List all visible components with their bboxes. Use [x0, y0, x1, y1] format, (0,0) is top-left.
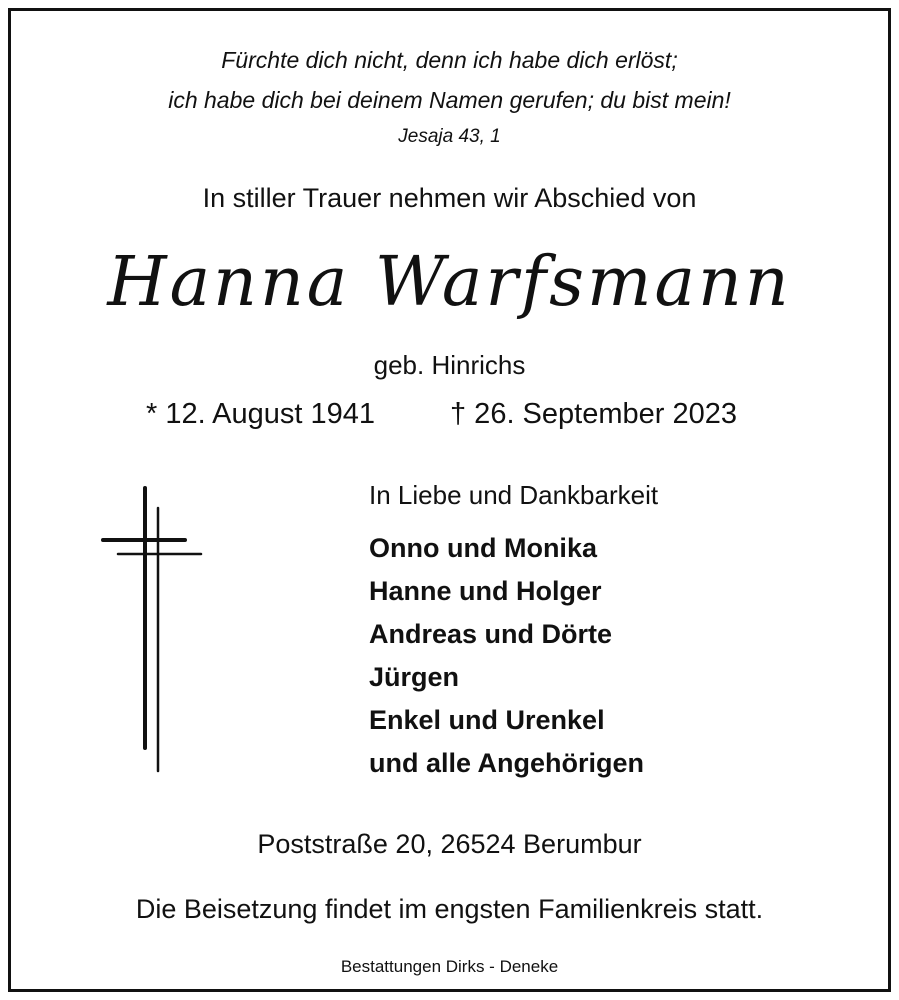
gratitude-text: In Liebe und Dankbarkeit	[369, 480, 659, 510]
mourner-item: Hanne und Holger	[369, 576, 602, 606]
address: Poststraße 20, 26524 Berumbur	[257, 829, 642, 859]
cross-icon	[95, 480, 210, 775]
deceased-name: Hanna Warfsmann	[107, 243, 792, 322]
bible-verse-reference: Jesaja 43, 1	[398, 126, 501, 147]
birth-name: geb. Hinrichs	[373, 350, 526, 380]
undertaker-name: Bestattungen Dirks - Deneke	[340, 957, 559, 976]
mourner-item: Jürgen	[369, 662, 460, 692]
bible-verse-line-2: ich habe dich bei deinem Namen gerufen; du bist mein!	[168, 87, 731, 113]
mourner-item: Enkel und Urenkel	[369, 705, 605, 735]
mourner-item: Andreas und Dörte	[369, 619, 613, 649]
burial-note: Die Beisetzung findet im engsten Familienkreis statt.	[135, 894, 764, 924]
bible-verse-line-1: Fürchte dich nicht, denn ich habe dich erlöst;	[221, 47, 678, 73]
mourner-item: und alle Angehörigen	[369, 748, 645, 778]
birth-date: * 12. August 1941	[146, 398, 375, 430]
intro-text: In stiller Trauer nehmen wir Abschied von	[202, 183, 697, 213]
mourner-item: Onno und Monika	[369, 533, 597, 563]
death-date: † 26. September 2023	[450, 398, 737, 430]
mourners-list	[369, 527, 644, 785]
